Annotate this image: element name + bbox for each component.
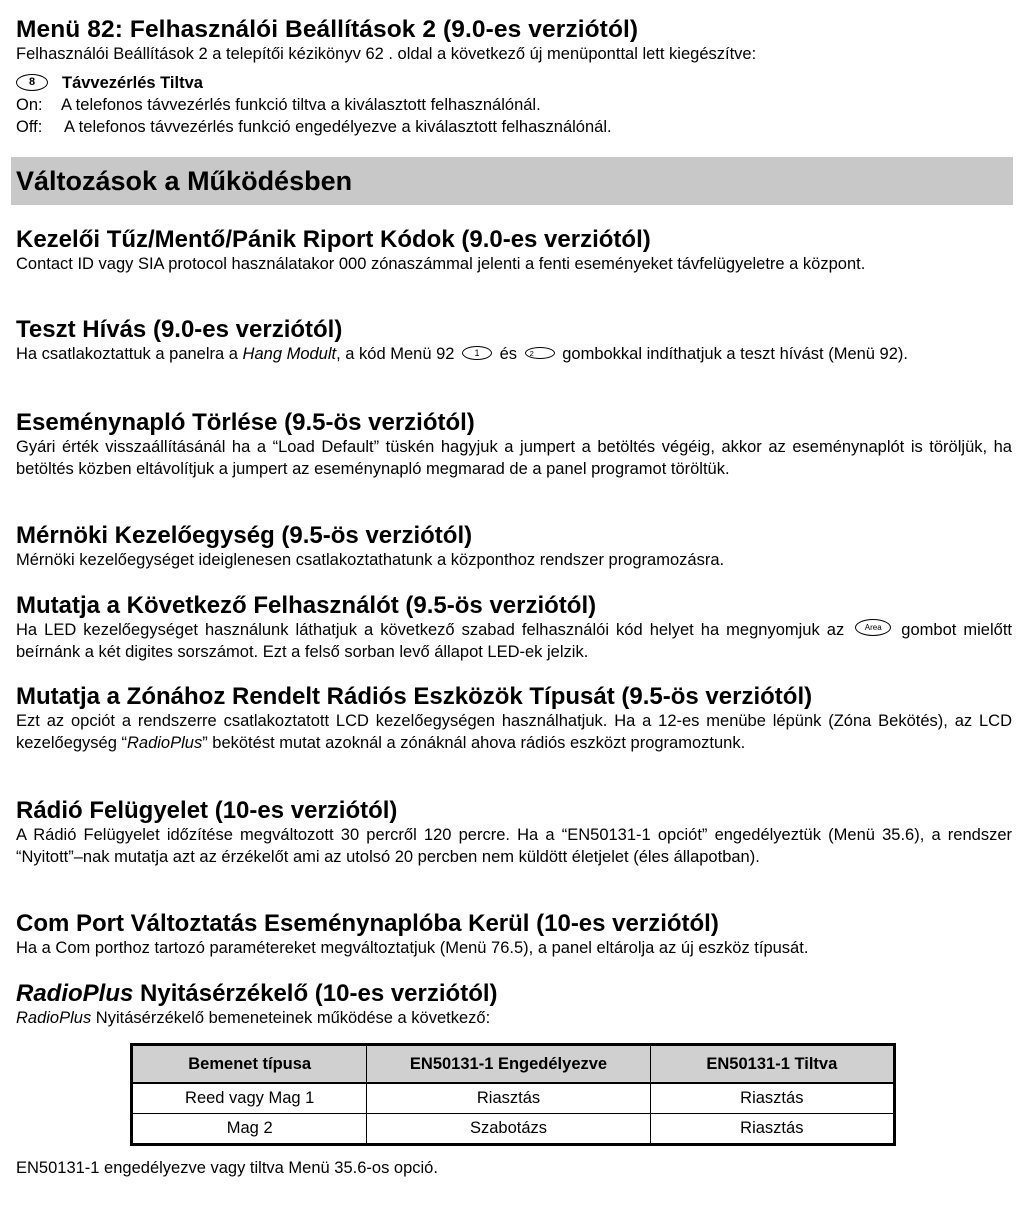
title-rest: Nyitásérzékelő (10-es verziótól) — [133, 980, 498, 1007]
section-text — [16, 344, 1012, 366]
section-title: Mérnöki Kezelőegység (9.5-ös verziótól) — [16, 522, 473, 549]
section-title — [16, 980, 1012, 1008]
section-text: Gyári érték visszaállításánál ha a “Load Default” tüskén hagyjuk a jumpert a betöltés végéig, akkor az eseménynaplót is töröljük, ha betöltés közben eltávolítjuk a jumpert az eseménynapló megmarad de a panel programot töröltük. — [16, 438, 1012, 478]
section-radio-supervision — [16, 797, 1012, 868]
text-fragment: , a kód Menü 92 — [336, 345, 460, 363]
table-header-row — [132, 1045, 895, 1084]
section-text — [16, 1008, 1012, 1030]
section-title: Kezelői Tűz/Mentő/Pánik Riport Kódok (9.0-es verziótól) — [16, 226, 651, 253]
section-text: A Rádió Felügyelet időzítése megváltozott 30 percről 120 percre. Ha a “EN50131-1 opciót” engedélyeztük (Menü 35.6), a rendszer “Nyitott”–nak mutatja azt az érzékelőt ami az utolsó 20 percben nem küldött életjelet (éles állapotban). — [16, 826, 1012, 866]
key-8-icon: 8 — [16, 74, 48, 91]
menu82-intro: Felhasználói Beállítások 2 a telepítői kézikönyv 62 . oldal a következő új menüponttal lett kiegészítve: — [16, 45, 757, 63]
table-cell: Szabotázs — [367, 1114, 650, 1145]
section-text: Contact ID vagy SIA protocol használatakor 000 zónaszámmal jelenti a fenti eseményeket távfelügyeletre a központ. — [16, 255, 866, 273]
table-header: EN50131-1 Tiltva — [650, 1045, 894, 1084]
section-title: Teszt Hívás (9.0-es verziótól) — [16, 316, 343, 343]
title-italic: RadioPlus — [16, 980, 134, 1007]
section-title: Eseménynapló Törlése (9.5-ös verziótól) — [16, 409, 475, 436]
section-banner: Változások a Működésben — [11, 157, 1013, 205]
text-fragment: gombokkal indíthatjuk a teszt hívást (Menü 92). — [557, 345, 908, 363]
table-row — [132, 1114, 895, 1145]
section-radio-device-types — [16, 683, 1012, 754]
section-text — [16, 711, 1012, 754]
section-radioplus-contact — [16, 980, 1012, 1030]
text-fragment: gombot mielőtt beírnánk a két digites sorszámot. Ezt a felső sorban levő állapot LED-ek jelzik. — [16, 621, 1012, 661]
section-fire-panic — [16, 226, 1012, 276]
table-cell: Riasztás — [367, 1083, 650, 1114]
table-header: Bemenet típusa — [132, 1045, 367, 1084]
hang-modul-text: Hang Modult — [242, 345, 337, 363]
table-cell: Mag 2 — [132, 1114, 367, 1145]
key-2-icon: 2 — [525, 347, 555, 359]
area-key-icon: Area — [855, 619, 891, 636]
key-1-icon: 1 — [462, 346, 492, 360]
menu82-off — [16, 117, 1012, 139]
section-com-port — [16, 910, 1012, 960]
section-title: Com Port Változtatás Eseménynaplóba Kerül (10-es verziótól) — [16, 910, 719, 937]
text-fragment: és — [495, 345, 522, 363]
off-text: A telefonos távvezérlés funkció engedélyezve a kiválasztott felhasználónál. — [64, 118, 612, 136]
footer-note: EN50131-1 engedélyezve vagy tiltva Menü 35.6-os opció. — [16, 1159, 438, 1177]
table-cell: Riasztás — [650, 1114, 894, 1145]
menu82-title: Menü 82: Felhasználói Beállítások 2 (9.0-es verziótól) — [16, 16, 639, 43]
section-text: Mérnöki kezelőegységet ideiglenesen csatlakoztathatunk a központhoz rendszer programozásra. — [16, 551, 725, 569]
menu82-option — [16, 73, 1012, 95]
option-label: Távvezérlés Tiltva — [62, 74, 203, 92]
text-fragment: Ha LED kezelőegységet használunk láthatjuk a következő szabad felhasználói kód helyet ha megnyomjuk az — [16, 621, 852, 639]
radioplus-text: RadioPlus — [16, 1009, 92, 1027]
table-header: EN50131-1 Engedélyezve — [367, 1045, 650, 1084]
off-label: Off: — [16, 118, 43, 136]
text-fragment: Nyitásérzékelő bemeneteinek működése a következő: — [91, 1009, 491, 1027]
section-title: Mutatja a Zónához Rendelt Rádiós Eszközök Típusát (9.5-ös verziótól) — [16, 683, 813, 710]
text-fragment: ” bekötést mutat azoknál a zónáknál ahova rádiós eszközt programoztunk. — [202, 733, 746, 752]
section-next-user — [16, 592, 1012, 663]
section-text — [16, 620, 1012, 663]
menu82-on — [16, 95, 1012, 117]
section-title: Rádió Felügyelet (10-es verziótól) — [16, 797, 398, 824]
radioplus-text: RadioPlus — [126, 733, 203, 752]
section-test-call — [16, 316, 1012, 366]
on-label: On: — [16, 96, 43, 114]
section-event-log-clear — [16, 409, 1012, 480]
on-text: A telefonos távvezérlés funkció tiltva a kiválasztott felhasználónál. — [61, 96, 541, 114]
section-title: Mutatja a Következő Felhasználót (9.5-ös verziótól) — [16, 592, 597, 619]
table-cell: Riasztás — [650, 1083, 894, 1114]
table-cell: Reed vagy Mag 1 — [132, 1083, 367, 1114]
text-fragment: Ezt az opciót a rendszerre csatlakoztatott LCD kezelőegységen használhatjuk. Ha a 12-es menübe lépünk (Zóna Bekötés), az LCD kezelőegység “ — [16, 712, 1012, 752]
table-row — [132, 1083, 895, 1114]
text-fragment: Ha csatlakoztattuk a panelra a — [16, 345, 243, 363]
section-text: Ha a Com porthoz tartozó paramétereket megváltoztatjuk (Menü 76.5), a panel eltárolja az új eszköz típusát. — [16, 939, 809, 957]
section-engineer-keypad — [16, 522, 1012, 572]
input-type-table — [130, 1043, 896, 1146]
